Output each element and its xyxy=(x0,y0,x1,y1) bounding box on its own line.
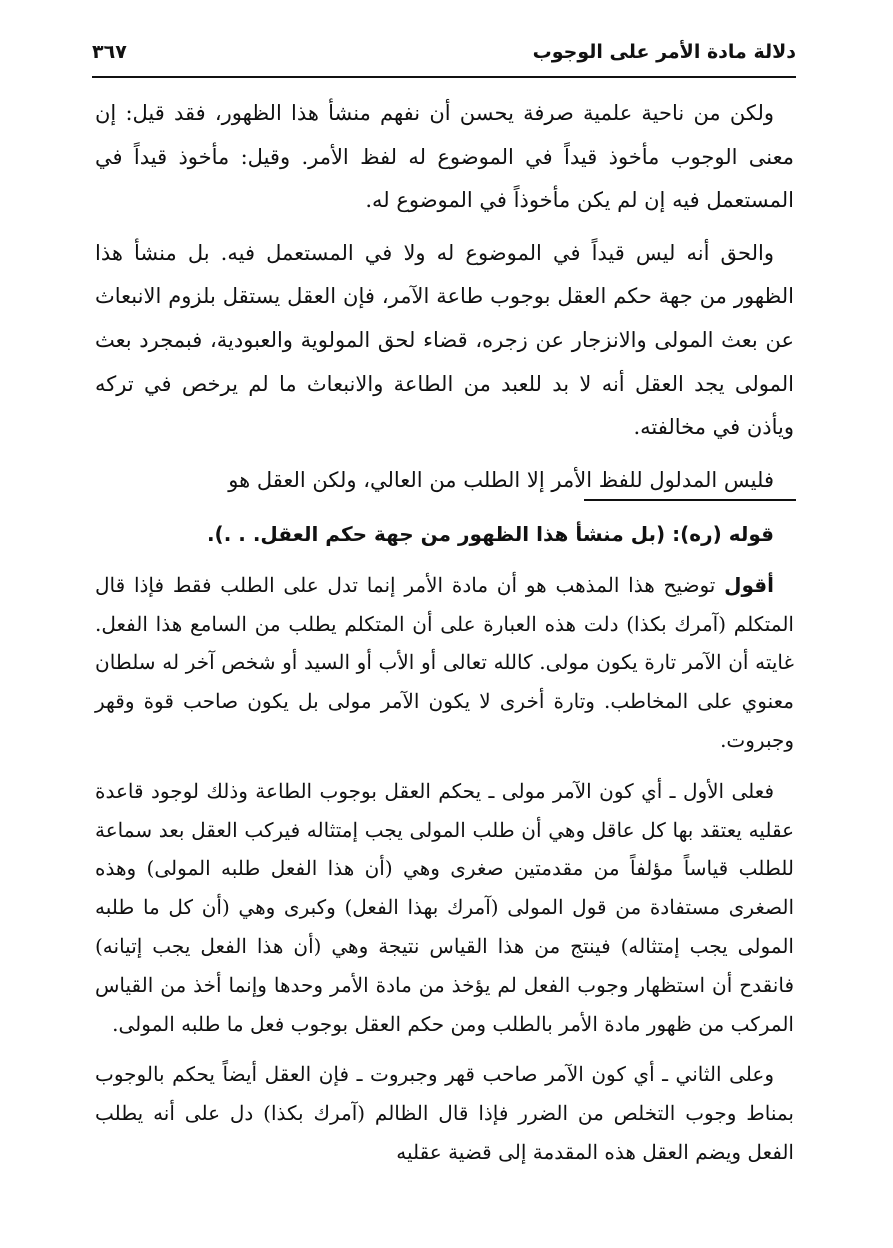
page-number: ٣٦٧ xyxy=(92,41,127,63)
main-paragraph: ولكن من ناحية علمية صرفة يحسن أن نفهم منشأ هذا الظهور، فقد قيل: إن معنى الوجوب مأخوذ قيداً في الموضوع له لفظ الأمر. وقيل: مأخوذ قيداً في المستعمل فيه إن لم يكن مأخوذاً في الموضوع له. xyxy=(95,101,794,213)
commentary-paragraph-text: توضيح هذا المذهب هو أن مادة الأمر إنما تدل على الطلب فقط فإذا قال المتكلم (آمرك بكذا) دلت هذه العبارة على أن المتكلم يطلب من السامع هذا الفعل. غايته أن الآمر تارة يكون مولى. كالله تعالى أو الأب أو السيد أو شخص آخر له سلطان معنوي على المخاطب. وتارة أخرى لا يكون الآمر مولى بل يكون صاحب قوة وقهر وجبروت. xyxy=(95,572,794,752)
main-paragraph: والحق أنه ليس قيداً في الموضوع له ولا في المستعمل فيه. بل منشأ هذا الظهور من جهة حكم العقل بوجوب طاعة الآمر، فإن العقل يستقل بلزوم الانبعاث عن بعث المولى والانزجار عن زجره، قضاء لحق المولوية والعبودية، فبمجرد بعث المولى يجد العقل أنه لا بد للعبد من الطاعة والانبعاث ما لم يرخص في تركه ويأذن في مخالفته. xyxy=(95,240,794,440)
commentary-quote: قوله (ره): (بل منشأ هذا الظهور من جهة حكم العقل. . .). xyxy=(206,522,774,546)
main-text xyxy=(95,92,794,502)
commentary-paragraph xyxy=(95,566,794,760)
running-title: دلالة مادة الأمر على الوجوب xyxy=(532,41,796,63)
commentary-paragraph: فعلى الأول ـ أي كون الآمر مولى ـ يحكم العقل بوجوب الطاعة وذلك لوجود قاعدة عقليه يعتقد بها كل عاقل وهي أن طلب المولى يجب إمتثاله فيركب العقل بعد سماعة للطلب قياساً مؤلفاً من مقدمتين صغرى وهي (أن هذا الفعل طلبه المولى) وهذه الصغرى مستفادة من قول المولى (آمرك بهذا الفعل) وكبرى وهي (أن كل ما طلبه المولى يجب إمتثاله) فينتج من هذا القياس نتيجة وهي (أن هذا الفعل يجب إتيانه) فانقدح أن استظهار وجوب الفعل لم يؤخذ من مادة الأمر وحدها وإنما أخذ من القياس المركب من ظهور مادة الأمر بالطلب ومن حكم العقل بوجوب فعل ما طلبه المولى. xyxy=(95,778,795,1036)
header-divider xyxy=(92,76,796,78)
commentary-lead-word: أقول xyxy=(724,572,774,597)
main-paragraph: فليس المدلول للفظ الأمر إلا الطلب من العالي، ولكن العقل هو xyxy=(228,467,774,492)
page-header xyxy=(92,32,796,72)
commentary-section xyxy=(95,515,794,1172)
commentary-paragraph: وعلى الثاني ـ أي كون الآمر صاحب قهر وجبروت ـ فإن العقل أيضاً يحكم بالوجوب بمناط وجوب التخلص من الضرر فإذا قال الظالم (آمرك بكذا) دل على أنه يطلب الفعل ويضم العقل هذه المقدمة إلى قضية عقليه xyxy=(95,1062,794,1164)
commentary-divider xyxy=(584,499,796,501)
